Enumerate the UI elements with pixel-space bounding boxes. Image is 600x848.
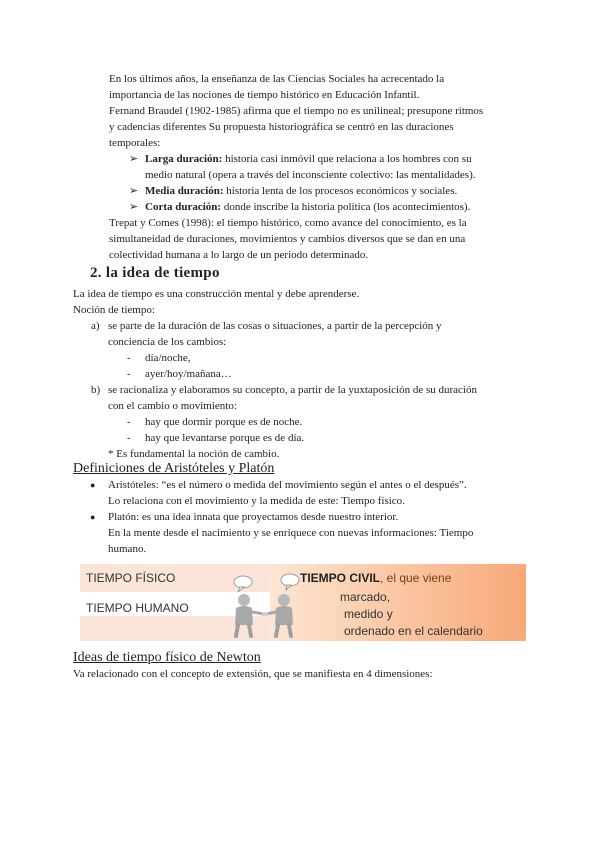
text-line: Va relacionado con el concepto de extensión, que se manifiesta en 4 dimensiones:	[73, 668, 433, 680]
text-line: La idea de tiempo es una construcción mental y debe aprenderse.	[73, 288, 360, 300]
bullet-icon: ●	[90, 512, 96, 522]
list-item	[0, 382, 600, 414]
newton-title: Ideas de tiempo físico de Newton	[73, 650, 261, 665]
durations-list	[0, 151, 600, 215]
civil-time-text: , el que viene	[380, 571, 452, 585]
intro-paragraph-line: importancia de las nociones de tiempo histórico en Educación Infantil.	[109, 89, 420, 101]
two-people-talking-illustration	[220, 570, 310, 638]
list-item	[0, 477, 600, 493]
text-line: se parte de la duración de las cosas o situaciones, a partir de la percepción y	[108, 320, 442, 332]
text-line: se racionaliza y elaboramos su concepto, a partir de la yuxtaposición de su duración	[108, 384, 477, 396]
duration-text: donde inscribe la historia política (los acontecimientos).	[221, 201, 471, 213]
list-item	[0, 183, 600, 199]
definitions-title: Definiciones de Aristóteles y Platón	[73, 461, 275, 476]
dash-bullet-icon: -	[127, 368, 131, 380]
trepat-paragraph-line: simultaneidad de duraciones, movimientos y cambios diversos que se dan en una	[109, 233, 466, 245]
arrow-bullet-icon: ➢	[129, 153, 139, 165]
intro-paragraph-line: En los últimos años, la enseñanza de las Ciencias Sociales ha acrecentado la	[109, 73, 445, 85]
list-item	[0, 366, 600, 382]
braudel-paragraph-line: y cadencias diferentes Su propuesta historiográfica se centró en las duraciones	[109, 121, 454, 133]
section-heading: 2. la idea de tiempo	[90, 265, 220, 281]
duration-text: medio natural (opera a través del inconsciente colectivo: las mentalidades).	[145, 169, 476, 181]
text-line: humano.	[108, 543, 147, 555]
list-item	[0, 151, 600, 183]
civil-time-text: ordenado en el calendario	[344, 624, 483, 638]
braudel-paragraph-line: Fernand Braudel (1902-1985) afirma que el tiempo no es unilineal; presupone ritmos	[109, 105, 484, 117]
duration-text: historia casi inmóvil que relaciona a los hombres con su	[222, 153, 472, 165]
duration-term: Corta duración:	[145, 201, 222, 213]
dash-bullet-icon: -	[127, 432, 131, 444]
definitions-block	[0, 461, 600, 557]
text-line: Platón: es una idea innata que proyectamos desde nuestro interior.	[108, 511, 399, 523]
arrow-bullet-icon: ➢	[129, 185, 139, 197]
trepat-paragraph-line: colectividad humana a lo largo de un periodo determinado.	[109, 249, 369, 261]
civil-time-heading	[300, 570, 451, 586]
dash-bullet-icon: -	[127, 416, 131, 428]
list-item	[0, 350, 600, 366]
physical-time-label: TIEMPO FÍSICO	[86, 571, 176, 585]
list-item-text: ayer/hoy/mañana…	[145, 368, 232, 380]
duration-term: Larga duración:	[145, 153, 223, 165]
list-item	[0, 430, 600, 446]
list-item-text: hay que dormir porque es de noche.	[145, 416, 303, 428]
text-line: conciencia de los cambios:	[108, 336, 227, 348]
bullet-icon: ●	[90, 480, 96, 490]
list-marker: b)	[91, 384, 101, 396]
text-line: con el cambio o movimiento:	[108, 400, 237, 412]
list-item	[0, 414, 600, 430]
list-item-text: hay que levantarse porque es de día.	[145, 432, 305, 444]
civil-time-title: TIEMPO CIVIL	[300, 571, 381, 585]
list-item	[0, 199, 600, 215]
intro-block	[0, 71, 600, 263]
notion-block	[0, 286, 600, 462]
arrow-bullet-icon: ➢	[129, 201, 139, 213]
text-line: Lo relaciona con el movimiento y la medida de este: Tiempo físico.	[108, 495, 405, 507]
duration-term: Media duración:	[145, 185, 224, 197]
civil-time-text: medido y	[344, 607, 393, 621]
civil-time-text: marcado,	[340, 590, 391, 604]
braudel-paragraph-line: temporales:	[109, 137, 161, 149]
newton-block	[0, 650, 600, 682]
time-types-figure	[80, 564, 526, 641]
note-line: * Es fundamental la noción de cambio.	[108, 448, 280, 460]
list-item	[0, 509, 600, 525]
text-line: Noción de tiempo:	[73, 304, 155, 316]
text-line: En la mente desde el nacimiento y se enriquece con nuevas informaciones: Tiempo	[108, 527, 474, 539]
dash-bullet-icon: -	[127, 352, 131, 364]
text-line: Aristóteles: “es el número o medida del movimiento según el antes o el después”.	[108, 479, 467, 491]
list-item-text: día/noche,	[145, 352, 191, 364]
list-item	[0, 318, 600, 350]
list-marker: a)	[91, 320, 100, 332]
duration-text: historia lenta de los procesos económicos y sociales.	[223, 185, 458, 197]
human-time-label: TIEMPO HUMANO	[86, 601, 189, 615]
trepat-paragraph-line: Trepat y Comes (1998): el tiempo histórico, como avance del conocimiento, es la	[109, 217, 467, 229]
